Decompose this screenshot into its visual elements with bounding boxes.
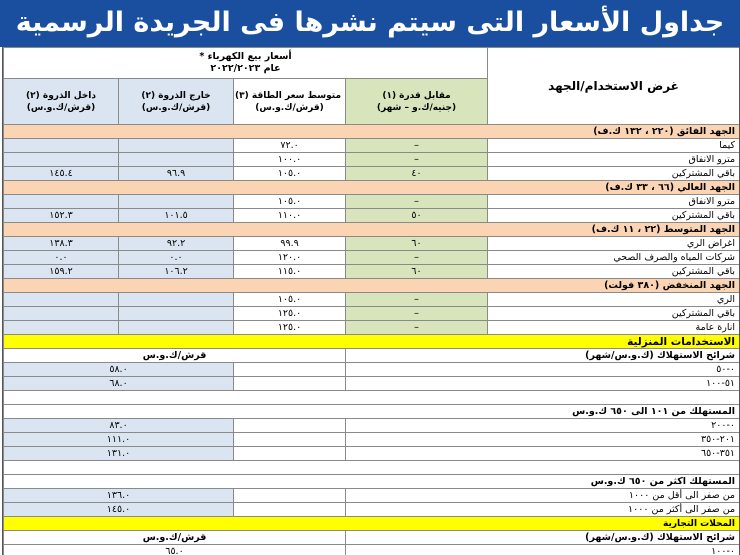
commercial-tiers-header: شرائح الاستهلاك (ك.و.س/شهر) — [346, 531, 740, 545]
residential-unit: قرش/ك.و.س — [4, 349, 346, 363]
peak-value: ١٥٢.٣ — [4, 209, 119, 223]
table-row — [4, 237, 740, 251]
offpeak-value — [119, 307, 234, 321]
group-title-row — [4, 475, 740, 489]
peak-value — [4, 139, 119, 153]
section-title: الجهد العالي (٦٦ ، ٣٣ ك.ف) — [4, 181, 740, 195]
row-label: كيما — [488, 139, 740, 153]
tier-spacer — [234, 489, 346, 503]
tariff-sheet — [2, 47, 740, 555]
avg-price-value: ١٠٥.٠ — [234, 293, 346, 307]
peak-value — [4, 153, 119, 167]
tariff-table — [3, 47, 740, 555]
tier-price: ١١١.٠ — [4, 433, 234, 447]
avg-price-value: ١٠٠.٠ — [234, 153, 346, 167]
gap — [4, 461, 740, 475]
peak-value: ١٥٩.٢ — [4, 265, 119, 279]
peak-value: ٠.٠ — [4, 251, 119, 265]
section-header — [4, 125, 740, 139]
offpeak-value: ١٠١.٥ — [119, 209, 234, 223]
gap-row — [4, 461, 740, 475]
capacity-value: – — [346, 321, 488, 335]
gap — [4, 391, 740, 405]
offpeak-value — [119, 195, 234, 209]
capacity-value: ٦٠ — [346, 237, 488, 251]
commercial-unit: قرش/ك.و.س — [4, 531, 346, 545]
header-peak — [4, 79, 119, 125]
capacity-value: – — [346, 251, 488, 265]
avg-price-value: ١٢٥.٠ — [234, 321, 346, 335]
tier-range: ٢٠١-٣٥٠ — [346, 433, 740, 447]
row-label: الري — [488, 293, 740, 307]
tier-range: ٥١-١٠٠ — [346, 377, 740, 391]
header-use-purpose: غرض الاستخدام/الجهد — [488, 48, 740, 125]
offpeak-value: ٩٢.٢ — [119, 237, 234, 251]
commercial-title-row — [4, 517, 740, 531]
tier-spacer — [234, 377, 346, 391]
avg-price-value: ١٠٥.٠ — [234, 195, 346, 209]
row-label: باقي المشتركين — [488, 209, 740, 223]
tier-row — [4, 489, 740, 503]
avg-price-value: ١٠٥.٠ — [234, 167, 346, 181]
row-label: باقي المشتركين — [488, 307, 740, 321]
header-capacity — [346, 79, 488, 125]
tier-price: ١٣١.٠ — [4, 447, 234, 461]
section-title: الجهد الفائق (٢٢٠ ، ١٣٢ ك.ف) — [4, 125, 740, 139]
residential-subheader — [4, 349, 740, 363]
tier-spacer — [234, 433, 346, 447]
header-offpeak — [119, 79, 234, 125]
tier-spacer — [234, 447, 346, 461]
capacity-value: ٦٠ — [346, 265, 488, 279]
residential-title-row — [4, 335, 740, 349]
residential-title: الاستخدامات المنزلية — [4, 335, 740, 349]
group2-title: المستهلك من ١٠١ الى ٦٥٠ ك.و.س — [4, 405, 740, 419]
header-capacity-label: مقابل قدرة (١) — [382, 90, 451, 101]
tier-row — [4, 377, 740, 391]
table-row — [4, 251, 740, 265]
tier-row — [4, 363, 740, 377]
tier-range: ٠-٥٠ — [346, 363, 740, 377]
capacity-value: – — [346, 153, 488, 167]
capacity-value: – — [346, 293, 488, 307]
offpeak-value — [119, 139, 234, 153]
tier-spacer — [234, 363, 346, 377]
header-avg-label: متوسط سعر الطاقة (٣) — [235, 90, 342, 101]
capacity-value: – — [346, 307, 488, 321]
table-row — [4, 139, 740, 153]
avg-price-value: ١١٠.٠ — [234, 209, 346, 223]
page-banner-title: جداول الأسعار التى سيتم نشرها فى الجريدة الرسمية — [0, 0, 740, 47]
section-title: الجهد المتوسط (٢٢ ، ١١ ك.ف) — [4, 223, 740, 237]
capacity-value: ٤٠ — [346, 167, 488, 181]
header-avg-unit: (قرش/ك.و.س) — [255, 102, 324, 113]
residential-tiers-header: شرائح الاستهلاك (ك.و.س/شهر) — [346, 349, 740, 363]
header-offpeak-unit: (قرش/ك.و.س) — [141, 102, 211, 113]
offpeak-value — [119, 153, 234, 167]
row-label: شركات المياه والصرف الصحي — [488, 251, 740, 265]
table-row — [4, 265, 740, 279]
tier-row — [4, 545, 740, 555]
avg-price-value: ٧٢.٠ — [234, 139, 346, 153]
tier-price: ٦٨.٠ — [4, 377, 234, 391]
peak-value — [4, 321, 119, 335]
peak-value — [4, 307, 119, 321]
table-row — [4, 195, 740, 209]
row-label: باقي المشتركين — [488, 265, 740, 279]
header-row-top — [4, 48, 740, 79]
tier-price: ١٤٥.٠ — [4, 503, 234, 517]
table-row — [4, 321, 740, 335]
offpeak-value: ٩٦.٩ — [119, 167, 234, 181]
table-row — [4, 307, 740, 321]
row-label: باقي المشتركين — [488, 167, 740, 181]
avg-price-value: ١٢٠.٠ — [234, 251, 346, 265]
tier-range: ٣٥١-٦٥٠ — [346, 447, 740, 461]
avg-price-value: ٩٩.٩ — [234, 237, 346, 251]
offpeak-value — [119, 293, 234, 307]
tier-row — [4, 433, 740, 447]
tier-spacer — [234, 503, 346, 517]
group3-title: المستهلك اكثر من ٦٥٠ ك.و.س — [4, 475, 740, 489]
header-offpeak-label: خارج الذروة (٢) — [141, 90, 211, 101]
section-header — [4, 181, 740, 195]
header-capacity-unit: (جنيه/ك.و – شهر) — [376, 102, 457, 113]
header-avg-price — [234, 79, 346, 125]
offpeak-value — [119, 321, 234, 335]
tier-range: من صفر الى أكثر من ١٠٠٠ — [346, 503, 740, 517]
section-header — [4, 223, 740, 237]
tier-price: ٨٣.٠ — [4, 419, 234, 433]
peak-value: ١٤٥.٤ — [4, 167, 119, 181]
tier-row — [4, 447, 740, 461]
peak-value — [4, 195, 119, 209]
capacity-value: – — [346, 139, 488, 153]
offpeak-value: ٠.٠ — [119, 251, 234, 265]
table-row — [4, 293, 740, 307]
prices-title: أسعار بيع الكهرباء * — [199, 51, 292, 63]
tier-range: ٠-١٠٠ — [346, 545, 740, 555]
tier-row — [4, 503, 740, 517]
peak-value — [4, 293, 119, 307]
row-label: مترو الانفاق — [488, 195, 740, 209]
commercial-title: المحلات التجارية — [4, 517, 740, 531]
table-row — [4, 167, 740, 181]
avg-price-value: ١٢٥.٠ — [234, 307, 346, 321]
header-peak-label: داخل الذروة (٢) — [26, 90, 96, 101]
header-peak-unit: (قرش/ك.و.س) — [26, 102, 96, 113]
row-label: اغراض الري — [488, 237, 740, 251]
row-label: مترو الانفاق — [488, 153, 740, 167]
tier-price: ١٣٦.٠ — [4, 489, 234, 503]
capacity-value: ٥٠ — [346, 209, 488, 223]
peak-value: ١٣٨.٣ — [4, 237, 119, 251]
table-row — [4, 209, 740, 223]
section-header — [4, 279, 740, 293]
tier-price: ٦٥.٠ — [4, 545, 346, 555]
capacity-value: – — [346, 195, 488, 209]
header-prices-title — [4, 48, 488, 79]
tier-row — [4, 419, 740, 433]
row-label: انارة عامة — [488, 321, 740, 335]
tier-price: ٥٨.٠ — [4, 363, 234, 377]
gap-row — [4, 391, 740, 405]
avg-price-value: ١١٥.٠ — [234, 265, 346, 279]
section-title: الجهد المنخفض (٣٨٠ فولت) — [4, 279, 740, 293]
tier-range: من صفر الى أقل من ١٠٠٠ — [346, 489, 740, 503]
tier-spacer — [234, 419, 346, 433]
tier-range: ٠-٢٠٠ — [346, 419, 740, 433]
commercial-subheader — [4, 531, 740, 545]
table-row — [4, 153, 740, 167]
offpeak-value: ١٠٦.٢ — [119, 265, 234, 279]
group-title-row — [4, 405, 740, 419]
prices-year: عام ٢٠٢٢/٢٠٢٣ — [210, 63, 281, 75]
